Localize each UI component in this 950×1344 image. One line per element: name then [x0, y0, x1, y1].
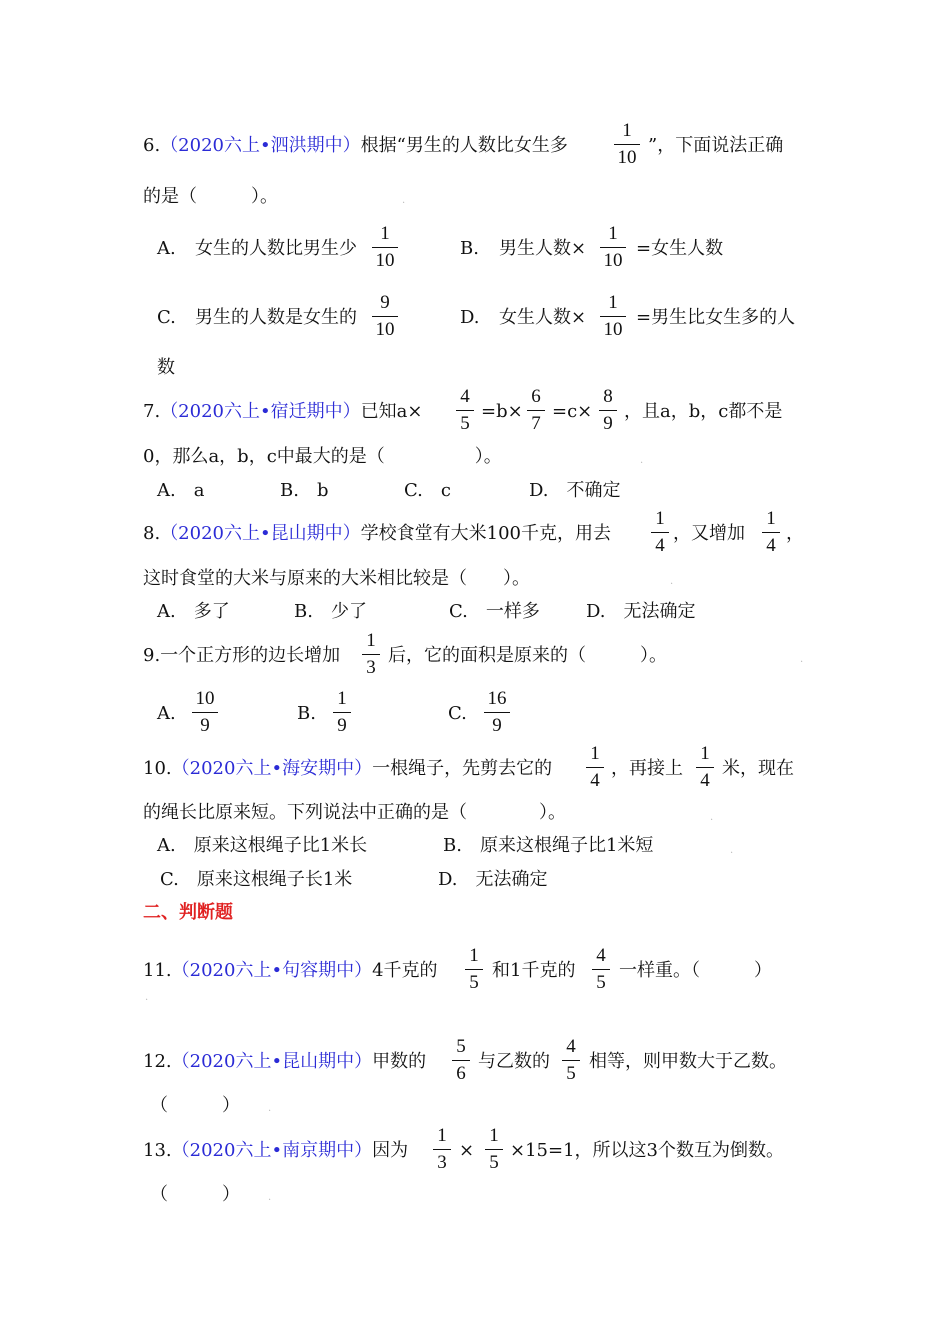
q6-option-d-fraction: 1 10	[600, 292, 626, 341]
q13-fraction-1: 1 3	[433, 1125, 451, 1174]
q8-fraction-1: 1 4	[651, 508, 669, 557]
section-heading-judgement: 二、判断题	[143, 902, 233, 923]
q13-stem: 13.（2020六上•南京期中）因为	[143, 1140, 409, 1161]
q11-fraction-2: 4 5	[592, 945, 610, 994]
q8-option-c: C. 一样多	[449, 601, 540, 622]
q6-option-d-tail2: 数	[157, 357, 175, 378]
q7-fraction-2: 6 7	[527, 386, 545, 435]
q13-fraction-2: 1 5	[485, 1125, 503, 1174]
q6-option-d-label: D.	[460, 307, 480, 328]
q10-stem-c: 米，现在	[722, 758, 794, 779]
q6-option-c-fraction: 9 10	[372, 292, 398, 341]
q8-option-b: B. 少了	[294, 601, 367, 622]
q7-option-a: A. a	[157, 480, 205, 501]
q8-stem-b: ，又增加	[673, 523, 745, 544]
q7-fraction-1: 4 5	[456, 386, 474, 435]
q12-fraction-2: 4 5	[562, 1036, 580, 1085]
q10-option-b: B. 原来这根绳子比1米短	[443, 835, 654, 856]
q8-stem-line2: 这时食堂的大米与原来的大米相比较是（ ）。	[143, 568, 530, 589]
q6-option-d-tail: =男生比女生多的人	[636, 307, 796, 328]
q7-source: （2020六上•宿迁期中）	[160, 401, 361, 422]
q10-stem: 10.（2020六上•海安期中）一根绳子，先剪去它的	[143, 758, 553, 779]
q12-source: （2020六上•昆山期中）	[171, 1051, 373, 1072]
q8-option-d: D. 无法确定	[586, 601, 696, 622]
q7-option-c: C. c	[404, 480, 451, 501]
q6-option-a-fraction: 1 10	[372, 223, 398, 272]
q11-fraction-1: 1 5	[465, 945, 483, 994]
q7-number: 7.	[143, 401, 161, 422]
q7-stem-d: ，且a，b，c都不是	[624, 401, 783, 422]
q8-option-a: A. 多了	[157, 601, 230, 622]
q12-stem: 12.（2020六上•昆山期中）甲数的	[143, 1051, 427, 1072]
q10-fraction-2: 1 4	[696, 743, 714, 792]
q6-option-a-label: A.	[157, 238, 176, 259]
scan-speck: .	[268, 1192, 272, 1203]
q9-stem: 9.一个正方形的边长增加	[143, 645, 341, 666]
q13-answer-blank: （ ）	[150, 1184, 240, 1205]
q12-fraction-1: 5 6	[452, 1036, 470, 1085]
q12-answer-blank: （ ）	[150, 1095, 240, 1116]
q12-number: 12.	[143, 1051, 172, 1072]
scan-speck: .	[268, 1103, 272, 1114]
q6-stem-line2: 的是（ ）。	[143, 186, 278, 207]
q7-fraction-3: 8 9	[599, 386, 617, 435]
q9-option-c-label: C.	[448, 703, 467, 724]
q6-fraction: 1 10	[614, 120, 640, 169]
q8-stem-c: ，	[786, 523, 804, 544]
q10-option-d: D. 无法确定	[438, 869, 548, 890]
q12-stem-c: 相等，则甲数大于乙数。	[589, 1051, 787, 1072]
q9-option-b-fraction: 1 9	[333, 688, 351, 737]
q12-stem-b: 与乙数的	[478, 1051, 550, 1072]
q6-option-c-label: C.	[157, 307, 176, 328]
q9-stem-b: 后，它的面积是原来的（ ）。	[388, 645, 667, 666]
q6-option-b-label: B.	[460, 238, 479, 259]
q11-source: （2020六上•句容期中）	[171, 960, 373, 981]
scan-speck: .	[402, 195, 406, 206]
q10-number: 10.	[143, 758, 172, 779]
q11-stem-b: 和1千克的	[492, 960, 576, 981]
q6-option-b-tail: =女生人数	[636, 238, 724, 259]
scan-speck: .	[640, 455, 644, 466]
q10-fraction-1: 1 4	[586, 743, 604, 792]
q6-option-d-text: 女生人数×	[499, 307, 587, 328]
q6-stem: 6.（2020六上•泗洪期中）根据“男生的人数比女生多	[143, 135, 568, 156]
q6-stem-tail: ”，下面说法正确	[648, 135, 784, 156]
q6-option-c-text: 男生的人数是女生的	[195, 307, 357, 328]
q6-option-b-fraction: 1 10	[600, 223, 626, 272]
scan-speck: .	[800, 654, 804, 665]
q6-option-b-text: 男生人数×	[499, 238, 587, 259]
q11-stem: 11.（2020六上•句容期中）4千克的	[143, 960, 438, 981]
q8-fraction-2: 1 4	[762, 508, 780, 557]
q10-stem-b: ，再接上	[611, 758, 683, 779]
q11-stem-c: 一样重。（ ）	[619, 960, 772, 981]
q11-number: 11.	[143, 960, 172, 981]
q8-number: 8.	[143, 523, 161, 544]
q10-source: （2020六上•海安期中）	[171, 758, 373, 779]
q9-option-a-fraction: 10 9	[192, 688, 218, 737]
q7-stem-line2: 0，那么a，b，c中最大的是（ ）。	[143, 446, 502, 467]
q9-option-c-fraction: 16 9	[484, 688, 510, 737]
q6-option-a-text: 女生的人数比男生少	[195, 238, 357, 259]
scan-speck: .	[710, 812, 714, 823]
q9-option-b-label: B.	[297, 703, 316, 724]
scan-speck: .	[145, 992, 149, 1003]
q10-stem-line2: 的绳长比原来短。下列说法中正确的是（ ）。	[143, 802, 566, 823]
q13-source: （2020六上•南京期中）	[171, 1140, 373, 1161]
q8-source: （2020六上•昆山期中）	[160, 523, 361, 544]
q13-number: 13.	[143, 1140, 172, 1161]
q7-stem-c: =c×	[552, 401, 593, 422]
q8-stem: 8.（2020六上•昆山期中）学校食堂有大米100千克，用去	[143, 523, 611, 544]
q13-stem-b: ×	[459, 1140, 475, 1161]
q6-source: （2020六上•泗洪期中）	[160, 135, 361, 156]
q7-stem-b: =b×	[481, 401, 523, 422]
q7-stem: 7.（2020六上•宿迁期中）已知a×	[143, 401, 423, 422]
scan-speck: .	[730, 845, 734, 856]
q9-option-a-label: A.	[157, 703, 176, 724]
q7-option-d: D. 不确定	[529, 480, 621, 501]
q6-number: 6.	[143, 135, 161, 156]
q10-option-a: A. 原来这根绳子比1米长	[157, 835, 368, 856]
q9-fraction: 1 3	[362, 630, 380, 679]
q13-stem-c: ×15=1，所以这3个数互为倒数。	[510, 1140, 784, 1161]
q10-option-c: C. 原来这根绳子长1米	[160, 869, 353, 890]
scan-speck: .	[670, 576, 674, 587]
q7-option-b: B. b	[280, 480, 329, 501]
